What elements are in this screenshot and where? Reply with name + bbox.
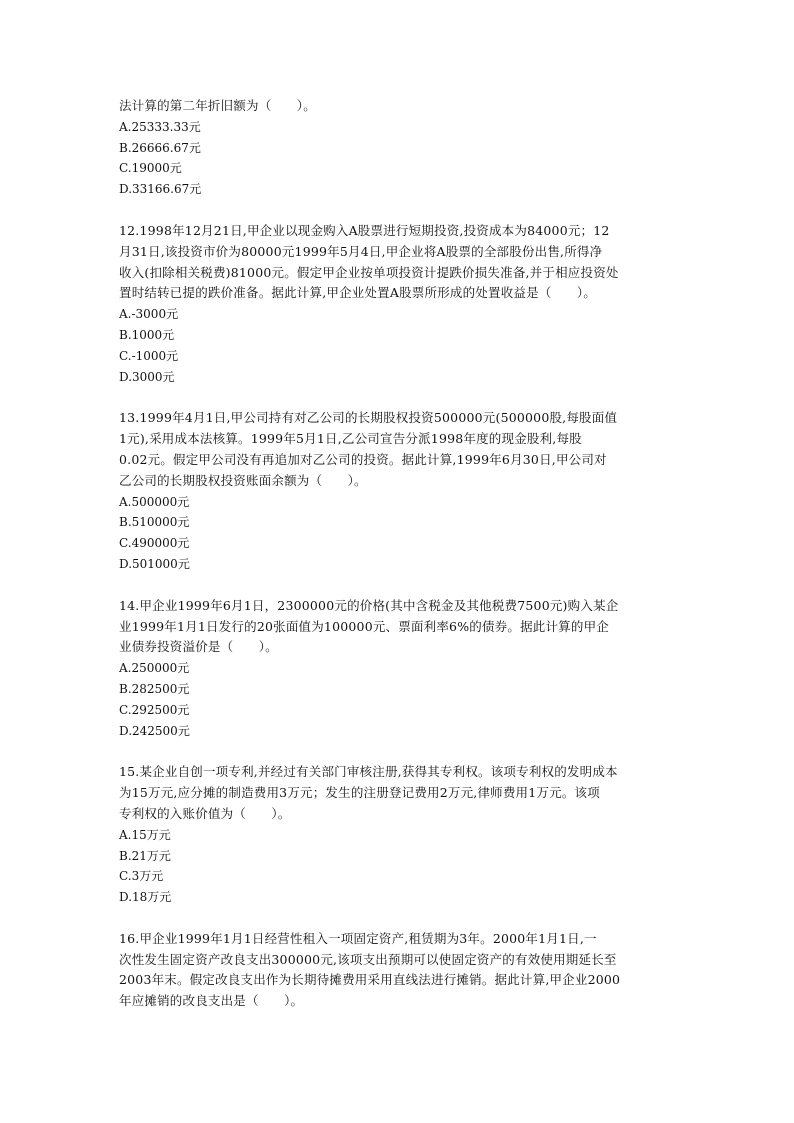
question-stem-line: 置时结转已提的跌价准备。据此计算,甲企业处置A股票所形成的处置收益是（ ）。 [119,285,597,301]
question-15 [119,762,679,908]
question-stem-line: 12.1998年12月21日,甲企业以现金购入A股票进行短期投资,投资成本为84000元；12 [119,222,610,238]
option-b: B.282500元 [119,681,190,696]
question-11 [119,96,679,200]
question-stem-line: 次性发生固定资产改良支出300000元,该项支出预期可以使固定资产的有效使用期延长至 [119,951,617,967]
question-stem-line: 为15万元,应分摊的制造费用3万元；发生的注册登记费用2万元,律师费用1万元。该项 [119,785,600,801]
option-a: A.25333.33元 [119,119,201,134]
option-d: D.18万元 [119,890,172,905]
question-stem-line: 法计算的第二年折旧额为（ ）。 [119,98,316,113]
question-stem-line: 0.02元。假定甲公司没有再追加对乙公司的投资。据此计算,1999年6月30日,甲公司对 [119,451,607,467]
option-c: C.-1000元 [119,348,179,363]
option-d: D.242500元 [119,723,190,738]
question-13 [119,408,679,574]
option-b: B.1000元 [119,327,175,342]
option-a: A.250000元 [119,661,190,676]
option-c: C.3万元 [119,869,164,884]
option-d: D.33166.67元 [119,182,202,197]
option-b: B.21万元 [119,848,171,863]
question-stem-line: 业债券投资溢价是（ ）。 [119,639,278,655]
option-b: B.26666.67元 [119,140,201,155]
question-14 [119,596,679,742]
option-a: A.15万元 [119,827,171,842]
option-b: B.510000元 [119,515,190,530]
option-c: C.490000元 [119,536,190,551]
option-a: A.-3000元 [119,307,179,322]
question-stem-line: 2003年末。假定改良支出作为长期待摊费用采用直线法进行摊销。据此计算,甲企业2000 [119,972,621,988]
question-stem-line: 13.1999年4月1日,甲公司持有对乙公司的长期股权投资500000元(500000股,每股面值 [119,410,618,426]
option-d: D.3000元 [119,369,175,384]
question-stem-line: 收入(扣除相关税费)81000元。假定甲企业按单项投资计提跌价损失准备,并于相应投资处 [119,264,619,280]
question-stem-line: 1元),采用成本法核算。1999年5月1日,乙公司宣告分派1998年度的现金股利,每股 [119,431,582,447]
question-stem-line: 年应摊销的改良支出是（ ）。 [119,993,304,1009]
option-c: C.292500元 [119,702,190,717]
question-stem-line: 16.甲企业1999年1月1日经营性租入一项固定资产,租赁期为3年。2000年1月1日,一 [119,930,597,946]
document-page [119,96,679,1012]
question-stem-line: 月31日,该投资市价为80000元1999年5月4日,甲企业将A股票的全部股份出售,所得净 [119,243,603,259]
question-stem-line: 15.某企业自创一项专利,并经过有关部门审核注册,获得其专利权。该项专利权的发明成本 [119,764,618,780]
question-stem-line: 乙公司的长期股权投资账面余额为（ ）。 [119,472,367,488]
question-stem-line: 14.甲企业1999年6月1日，2300000元的价格(其中含税金及其他税费7500元)购入某企 [119,597,619,613]
option-c: C.19000元 [119,161,182,176]
question-stem-line: 业1999年1月1日发行的20张面值为100000元、票面利率6%的债券。据此计算的甲企 [119,618,609,634]
option-d: D.501000元 [119,556,190,571]
question-12 [119,221,679,387]
option-a: A.500000元 [119,494,190,509]
question-16 [119,929,679,1012]
question-stem-line: 专利权的入账价值为（ ）。 [119,805,291,821]
